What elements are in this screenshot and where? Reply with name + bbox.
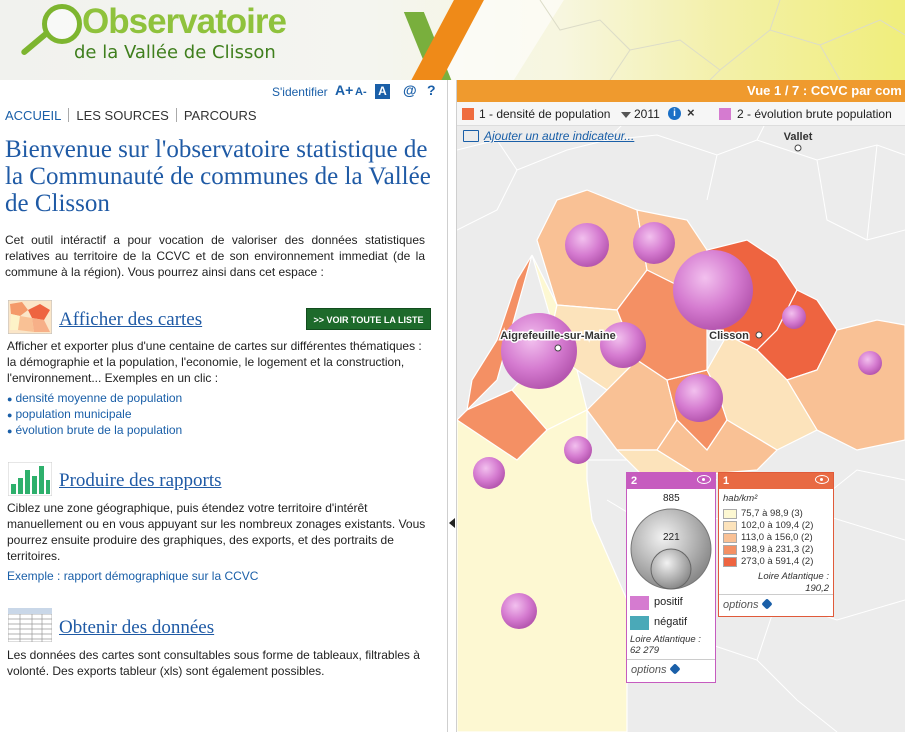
legend1-class xyxy=(723,556,831,568)
legend1-class-swatch xyxy=(723,533,737,543)
legend1-options-label[interactable]: options xyxy=(723,599,759,611)
evolution-circle xyxy=(501,593,537,629)
legend1-class-label: 102,0 à 109,4 (2) xyxy=(741,520,814,531)
folder-open-icon[interactable] xyxy=(463,130,479,142)
year-dropdown-arrow-icon[interactable] xyxy=(621,112,631,118)
legend1-class xyxy=(723,520,831,532)
map-panel[interactable] xyxy=(457,80,905,732)
collapse-panel-arrow-icon[interactable] xyxy=(449,518,455,528)
wrench-icon[interactable] xyxy=(670,663,681,674)
legend1-class-swatch xyxy=(723,509,737,519)
place-marker-aigrefeuille xyxy=(555,345,561,351)
indicator1-year[interactable]: 2011 xyxy=(634,107,660,121)
place-label-clisson: Clisson xyxy=(709,330,749,342)
legend1-class-label: 75,7 à 98,9 (3) xyxy=(741,508,803,519)
legend2-negative-label: négatif xyxy=(654,616,688,628)
report-example-link[interactable]: Exemple : rapport démographique sur la CCVC xyxy=(7,569,259,583)
evolution-circle xyxy=(473,457,505,489)
legend-indicator1[interactable] xyxy=(718,472,834,617)
nav-parcours[interactable]: PARCOURS xyxy=(183,107,257,123)
font-decrease-button[interactable]: A- xyxy=(355,86,367,98)
reports-section-text: Ciblez une zone géographique, puis étendez votre territoire d'intérêt manuellement ou en vous appuyant sur les nombreux zonages existants. Vous pourrez ensuite produire des graphiques, des exports, et des portraits de territoires. xyxy=(7,501,426,563)
indicator1-label[interactable]: 1 - densité de population xyxy=(479,107,611,121)
legend1-class-swatch xyxy=(723,545,737,555)
accessibility-toolbar xyxy=(0,80,447,102)
view-title-bar[interactable]: Vue 1 / 7 : CCVC par com xyxy=(457,80,905,102)
contrast-button[interactable]: A xyxy=(375,84,390,99)
legend1-number: 1 xyxy=(723,475,730,487)
header-map-outline xyxy=(480,0,905,80)
add-indicator-bar xyxy=(457,127,905,147)
legend2-options-button[interactable] xyxy=(631,664,679,676)
evolution-circle xyxy=(673,250,753,330)
logo-title[interactable]: Observatoire xyxy=(82,2,286,41)
legend2-mid-value: 221 xyxy=(663,532,680,543)
legend2-number: 2 xyxy=(631,475,638,487)
legend1-class-swatch xyxy=(723,557,737,567)
map-examples-list xyxy=(7,391,182,439)
place-label-vallet: Vallet xyxy=(783,131,813,143)
legend1-class-label: 113,0 à 156,0 (2) xyxy=(741,532,813,543)
legend1-unit: hab/km² xyxy=(723,493,758,504)
indicator-bar xyxy=(457,102,905,126)
evolution-circle xyxy=(501,313,577,389)
main-nav xyxy=(5,106,257,124)
logo-subtitle[interactable]: de la Vallée de Clisson xyxy=(74,42,276,63)
site-header xyxy=(0,0,905,80)
place-marker-clisson xyxy=(756,332,762,338)
contact-button[interactable]: @ xyxy=(403,82,417,98)
legend1-reference-value: 190,2 xyxy=(805,583,829,594)
legend2-negative-swatch xyxy=(630,616,649,630)
indicator2-label[interactable]: 2 - évolution brute population xyxy=(737,107,892,121)
font-increase-button[interactable]: A+ xyxy=(335,82,354,98)
legend1-reference-label: Loire Atlantique : xyxy=(758,571,829,582)
legend1-divider xyxy=(719,594,833,595)
legend2-reference-value: 62 279 xyxy=(630,645,660,656)
legend1-class-label: 273,0 à 591,4 (2) xyxy=(741,556,814,567)
evolution-circle xyxy=(858,351,882,375)
legend2-positive-swatch xyxy=(630,596,649,610)
legend1-class xyxy=(723,532,831,544)
evolution-circle xyxy=(675,374,723,422)
info-icon[interactable]: i xyxy=(668,107,681,120)
place-label-aigrefeuille: Aigrefeuille-sur-Maine xyxy=(500,330,616,342)
page-title: Bienvenue sur l'observatoire statistique de la Communauté de communes de la Vallée de Clisson xyxy=(5,136,431,217)
legend1-options-button[interactable] xyxy=(723,599,771,611)
legend2-options-label[interactable]: options xyxy=(631,664,667,676)
view-all-list-button[interactable]: >> VOIR TOUTE LA LISTE xyxy=(306,308,431,330)
nav-separator xyxy=(68,108,69,122)
legend2-mid-circle xyxy=(651,549,691,589)
map-example-link[interactable]: ● population municipale xyxy=(7,407,182,423)
panel-splitter[interactable] xyxy=(447,80,457,732)
reports-chart-icon[interactable] xyxy=(8,462,52,496)
add-indicator-link[interactable]: Ajouter un autre indicateur... xyxy=(484,129,635,143)
map-example-link[interactable]: ● évolution brute de la population xyxy=(7,423,182,439)
help-button[interactable]: ? xyxy=(427,82,436,98)
evolution-circle xyxy=(782,305,806,329)
intro-text: Cet outil intéractif a pour vocation de valoriser des données statistiques relatives au territoire de la CCVC et de son environnement immediat (de la commune à la région). Vous pourrez ainsi dans cet espace : xyxy=(5,233,425,279)
legend1-class xyxy=(723,508,831,520)
evolution-circle xyxy=(565,223,609,267)
legend1-class-swatch xyxy=(723,521,737,531)
legend2-visibility-eye-icon[interactable] xyxy=(697,475,711,484)
logo-magnifier-icon xyxy=(42,4,82,44)
home-panel xyxy=(0,80,447,732)
legend1-class xyxy=(723,544,831,556)
reports-section-title[interactable]: Produire des rapports xyxy=(59,470,222,491)
close-icon[interactable]: × xyxy=(687,105,695,120)
legend1-class-label: 198,9 à 231,3 (2) xyxy=(741,544,814,555)
evolution-circle xyxy=(633,222,675,264)
legend-indicator2[interactable] xyxy=(626,472,716,683)
data-section-text: Les données des cartes sont consultables sous forme de tableaux, filtrables à volonté. Des exports tableur (xls) sont également possibles. xyxy=(7,648,420,678)
legend2-max-value: 885 xyxy=(663,493,680,504)
maps-section-title[interactable]: Afficher des cartes xyxy=(59,309,203,330)
legend2-reference-label: Loire Atlantique : xyxy=(630,634,701,645)
wrench-icon[interactable] xyxy=(762,598,773,609)
nav-separator xyxy=(176,108,177,122)
legend1-reference xyxy=(723,571,829,595)
legend1-visibility-eye-icon[interactable] xyxy=(815,475,829,484)
maps-thumbnail-icon[interactable] xyxy=(8,300,52,334)
data-section-title[interactable]: Obtenir des données xyxy=(59,617,215,638)
login-link[interactable]: S'identifier xyxy=(272,85,328,99)
indicator2-color-swatch xyxy=(719,108,731,120)
indicator1-color-swatch xyxy=(462,108,474,120)
map-example-link[interactable]: ● densité moyenne de population xyxy=(7,391,182,407)
data-table-icon[interactable] xyxy=(8,608,52,642)
evolution-circle xyxy=(600,322,646,368)
maps-section-text: Afficher et exporter plus d'une centaine de cartes sur différentes thématiques : la démographie et la population, l'economie, le logement et la construction, l'environnement... Exemples en un clic : xyxy=(7,339,422,385)
nav-accueil[interactable]: ACCUEIL xyxy=(5,107,62,123)
evolution-circle xyxy=(564,436,592,464)
legend2-positive-label: positif xyxy=(654,596,683,608)
legend2-divider xyxy=(627,659,715,660)
nav-sources[interactable]: LES SOURCES xyxy=(76,107,169,123)
legend2-reference xyxy=(630,634,701,656)
